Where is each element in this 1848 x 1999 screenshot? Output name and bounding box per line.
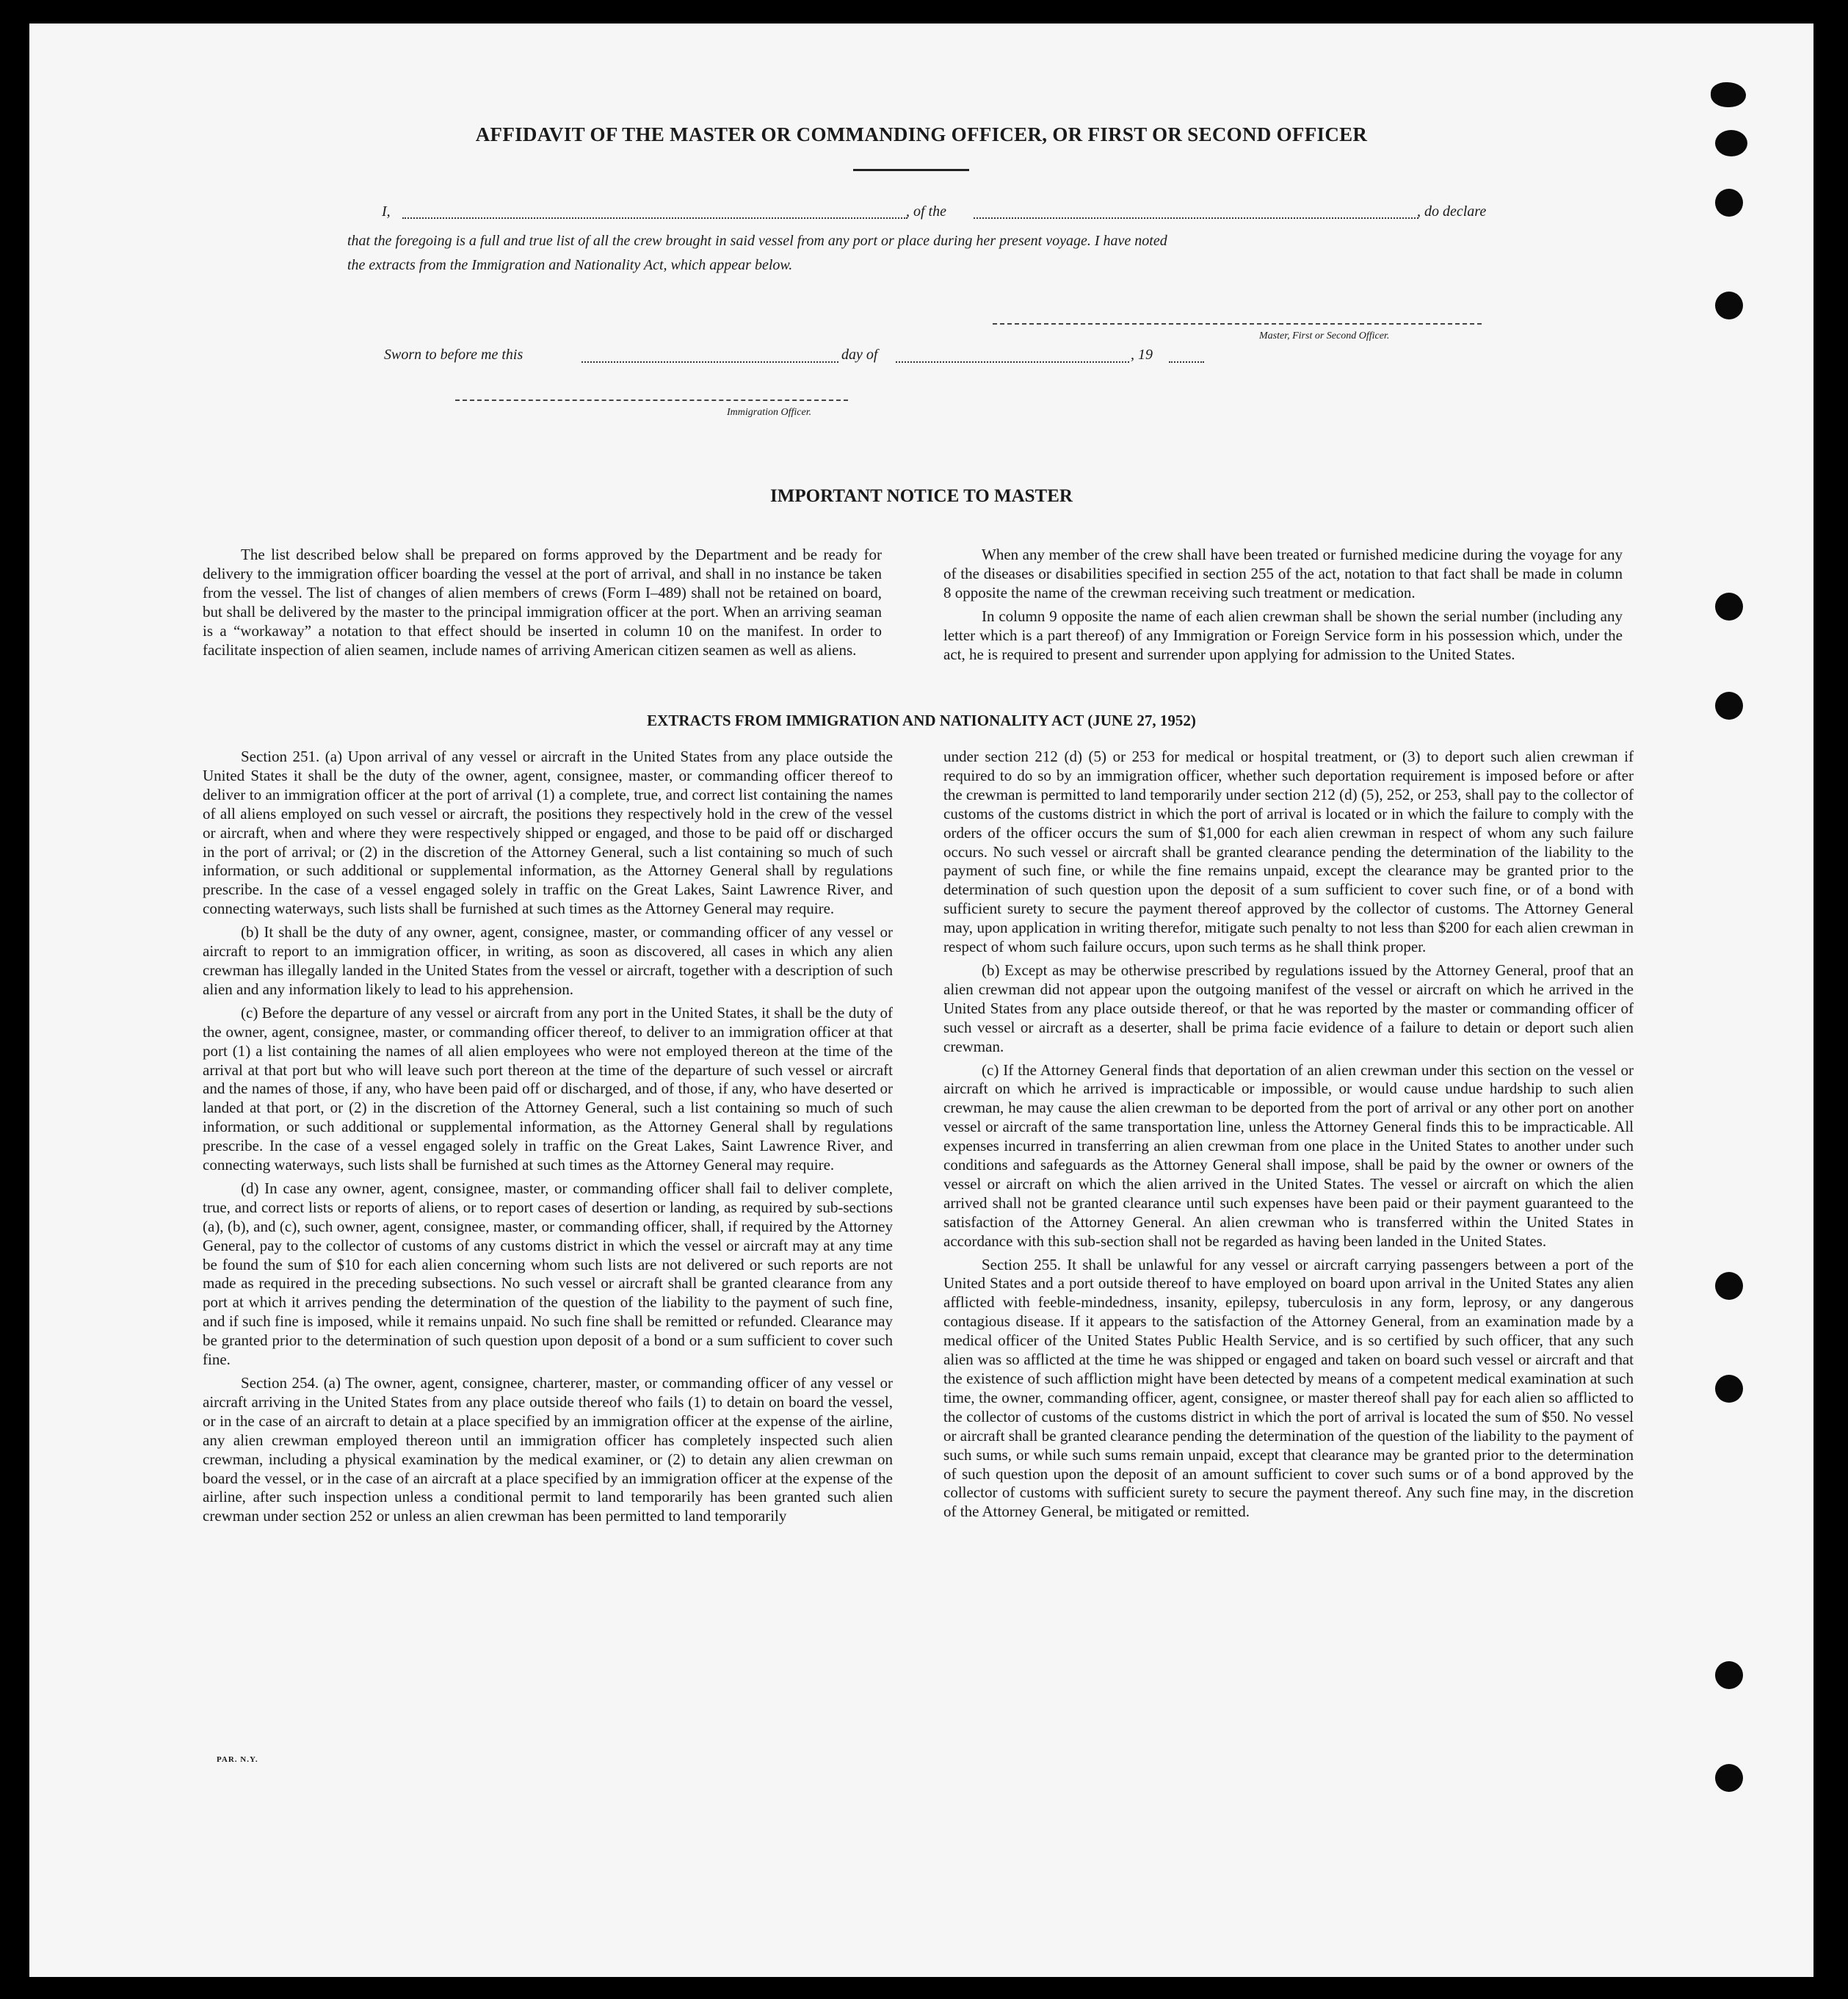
printer-mark: PAR. N.Y. [217,1755,258,1764]
sworn-day-field[interactable] [581,361,838,363]
binder-hole [1715,292,1743,319]
sworn-year-field[interactable] [1169,361,1204,363]
notice-right-paragraph-1: When any member of the crew shall have been treated or furnished medicine during the voyage for any of the diseases or disabilities specified in section 255 of the act, notation to that fact shall be made in column 8 opposite the name of the crewman receiving such treatment or medication. [943,546,1623,601]
affidavit-title: AFFIDAVIT OF THE MASTER OR COMMANDING OFFICER, OR FIRST OR SECOND OFFICER [475,123,1368,145]
extract-paragraph: Section 254. (a) The owner, agent, consignee, charterer, master, or commanding officer of any vessel or aircraft arriving in the United States from any place outside thereof who fails (1) to detain on board the vessel, or in the case of an aircraft to detain at a place specified by an immigration officer at the expense of the airline, any alien crewman employed thereon until an immigration officer has completely inspected such alien crewman, including a physical examination by the medical examiner, or (2) to detain any alien crewman on board the vessel, or in the case of an aircraft at a place specified by an immigration officer at the expense of the airline, after such inspection unless a conditional permit to land temporarily has been granted such alien crewman under section 252 or unless an alien crewman has been permitted to land temporarily [203,1374,893,1525]
notice-right-paragraph-2: In column 9 opposite the name of each alien crewman shall be shown the serial number (including any letter which is a part thereof) of any Immigration or Foreign Service form in his possession which, under the act, he is required to present and surrender upon applying for admission to the United States. [943,607,1623,663]
i-label: I, [382,203,391,220]
extracts-right-column [943,748,1634,1522]
sworn-month-field[interactable] [896,361,1129,363]
sworn-label: Sworn to before me this [384,347,523,363]
binder-hole [1715,1375,1743,1403]
statement-line-1: that the foregoing is a full and true list of all the crew brought in said vessel from any port or place during her present voyage. I have noted [347,233,1167,249]
binder-hole [1715,1764,1743,1792]
binder-hole [1715,593,1743,621]
extract-paragraph: Section 251. (a) Upon arrival of any vessel or aircraft in the United States from any place outside the United States it shall be the duty of the owner, agent, consignee, master, or commanding officer thereof to deliver to an immigration officer at the port of arrival (1) a complete, true, and correct list containing the names of all aliens employed on such vessel or aircraft, the positions they respectively hold in the crew of the vessel or aircraft, when and where they were respectively shipped or engaged, and those to be paid off or discharged in the port of arrival; or (2) in the discretion of the Attorney General, such a list containing so much of such information, or such additional or supplemental information, as the Attorney General shall by regulations prescribe. In the case of a vessel engaged solely in traffic on the Great Lakes, Saint Lawrence River, and connecting waterways, such lists shall be furnished at such times as the Attorney General may require. [203,748,893,918]
binder-hole [1715,1661,1743,1689]
binder-hole [1711,82,1746,107]
master-signature-line[interactable] [993,323,1482,325]
notice-right-column [943,546,1623,664]
extract-paragraph: under section 212 (d) (5) or 253 for medical or hospital treatment, or (3) to deport such alien crewman if required to do so by an immigration officer, whether such deportation requirement is imposed before or after the crewman is permitted to land temporarily under section 212 (d) (5), 252, or 253, shall pay to the collector of customs of the customs district in which the port of arrival is located or in which the failure to comply with the orders of the officer occurs the sum of $1,000 for each alien crewman in respect of whom any such failure occurs. No such vessel or aircraft shall be granted clearance pending the determination of the liability to the payment of such fine, or while the fine remains unpaid, except the clearance may be granted prior to the determination of such question upon the deposit of a sum sufficient to cover such fine, or of a bond with sufficient surety to secure the payment thereof approved by the collector of customs. The Attorney General may, upon application in writing therefor, mitigate such penalty to not less than $200 for each alien crewman in respect of whom such failure occurs, upon such terms as he shall think proper. [943,748,1634,956]
binder-hole [1715,1272,1743,1300]
officer-caption: Immigration Officer. [727,407,812,418]
officer-signature-line[interactable] [455,400,848,401]
title-rule [853,169,969,171]
do-declare-label: , do declare [1417,203,1487,220]
extracts-left-column [203,748,893,1526]
name-field[interactable] [402,217,907,219]
form-page [29,24,1813,1977]
extract-paragraph: (b) It shall be the duty of any owner, agent, consignee, master, or commanding officer of any vessel or aircraft to report to an immigration officer, in writing, as soon as discovered, all cases in which any alien crewman has illegally landed in the United States from the vessel or aircraft, together with a description of such alien and any information likely to lead to his apprehension. [203,923,893,998]
binder-hole [1715,189,1743,217]
statement-line-2: the extracts from the Immigration and Nationality Act, which appear below. [347,257,793,273]
notice-left-paragraph: The list described below shall be prepared on forms approved by the Department and be ready for delivery to the immigration officer boarding the vessel at the port of arrival, and shall in no instance be taken from the vessel. The list of changes of alien members of crews (Form I–489) shall not be retained on board, but shall be delivered by the master to the principal immigration officer at the port. When an arriving seaman is a “workaway” a notation to that effect should be inserted in column 10 on the manifest. In order to facilitate inspection of alien seamen, include names of arriving American citizen seamen as well as aliens. [203,546,882,659]
notice-left-column [203,546,882,659]
master-caption: Master, First or Second Officer. [1259,330,1390,341]
vessel-field[interactable] [974,217,1418,219]
extract-paragraph: (c) If the Attorney General finds that deportation of an alien crewman under this section on the vessel or aircraft on which he arrived is impracticable or impossible, or would cause undue hardship to such alien crewman, he may cause the alien crewman to be deported from the port of arrival or any other port on another vessel or aircraft of the same transportation line, unless the Attorney General finds this to be impracticable. All expenses incurred in transferring an alien crewman from one place in the United States to another under such conditions and safeguards as the Attorney General shall impose, shall be paid by the owner or owners of the vessel or aircraft on which the alien arrived in the United States. The vessel or aircraft on which the alien arrived shall not be granted clearance until such expenses have been paid or their payment guaranteed to the satisfaction of the Attorney General. An alien crewman who is transferred within the United States in accordance with this sub-section shall not be regarded as having been landed in the United States. [943,1060,1634,1250]
year-label: , 19 [1131,347,1153,363]
extracts-title: EXTRACTS FROM IMMIGRATION AND NATIONALITY ACT (JUNE 27, 1952) [647,712,1196,729]
extract-paragraph: (c) Before the departure of any vessel or aircraft from any port in the United States, it shall be the duty of the owner, agent, consignee, master, or commanding officer thereof, to deliver to an immigration officer at that port (1) a list containing the names of all alien employees who were not employed thereon at the time of the arrival at that port but who will leave such port thereon at the time of the departure of such vessel or aircraft and the names of those, if any, who have been paid off or discharged, and of those, if any, who have deserted or landed at that port, or (2) in the discretion of the Attorney General, such a list containing so much of such information, or such additional or supplemental information, as the Attorney General shall by regulations prescribe. In the case of a vessel engaged solely in traffic on the Great Lakes, Saint Lawrence River, and connecting waterways, such lists shall be furnished at such times as the Attorney General may require. [203,1003,893,1174]
extract-paragraph: Section 255. It shall be unlawful for any vessel or aircraft carrying passengers between a port of the United States and a port outside thereof to have employed on board upon arrival in the United States any alien afflicted with feeble-mindedness, insanity, epilepsy, tuberculosis in any form, leprosy, or any dangerous contagious disease. If it appears to the satisfaction of the Attorney General, from an examination made by a medical officer of the United States Public Health Service, and is so certified by such officer, that any such alien was so afflicted at the time he was shipped or engaged and taken on board such vessel or aircraft and that the existence of such affliction might have been detected by means of a competent medical examination at such time, the owner, commanding officer, agent, consignee, or master thereof shall pay for each alien so afflicted to the collector of customs of the customs district in which the port of arrival is located the sum of $50. No vessel or aircraft shall be granted clearance pending the determination of the question of the liability to the payment of such sums, or while such sums remain unpaid, except that clearance may be granted prior to the determination of such question upon the deposit of an amount sufficient to cover such sums or of a bond approved by the collector of customs with sufficient surety to secure the payment thereof. Any such fine may, in the discretion of the Attorney General, be mitigated or remitted. [943,1255,1634,1521]
extract-paragraph: (b) Except as may be otherwise prescribed by regulations issued by the Attorney General, proof that an alien crewman did not appear upon the outgoing manifest of the vessel or aircraft on which he arrived in the United States from any place outside thereof, or that he was reported by the master or commanding officer of such vessel or aircraft as a deserter, shall be prima facie evidence of a failure to detain or deport such alien crewman. [943,961,1634,1055]
day-of-label: day of [841,347,878,363]
extract-paragraph: (d) In case any owner, agent, consignee, master, or commanding officer shall fail to deliver complete, true, and correct lists or reports of aliens, or to report cases of desertion or landing, as required by sub-sections (a), (b), and (c), such owner, agent, consignee, master, or commanding officer, shall, if required by the Attorney General, pay to the collector of customs of any customs district in which the vessel or aircraft may at any time be found the sum of $10 for each alien concerning whom such lists are not delivered or such reports are not made as required in the preceding subsections. No such vessel or aircraft shall be granted clearance from any port at which it arrives pending the determination of the question of the liability to the payment of such fine, and if such fine is imposed, while it remains unpaid. No such fine shall be remitted or refunded. Clearance may be granted prior to the determination of such question upon deposit of a bond or a sum sufficient to cover such fine. [203,1179,893,1369]
notice-title: IMPORTANT NOTICE TO MASTER [770,486,1073,506]
of-the-label: , of the [906,203,946,220]
